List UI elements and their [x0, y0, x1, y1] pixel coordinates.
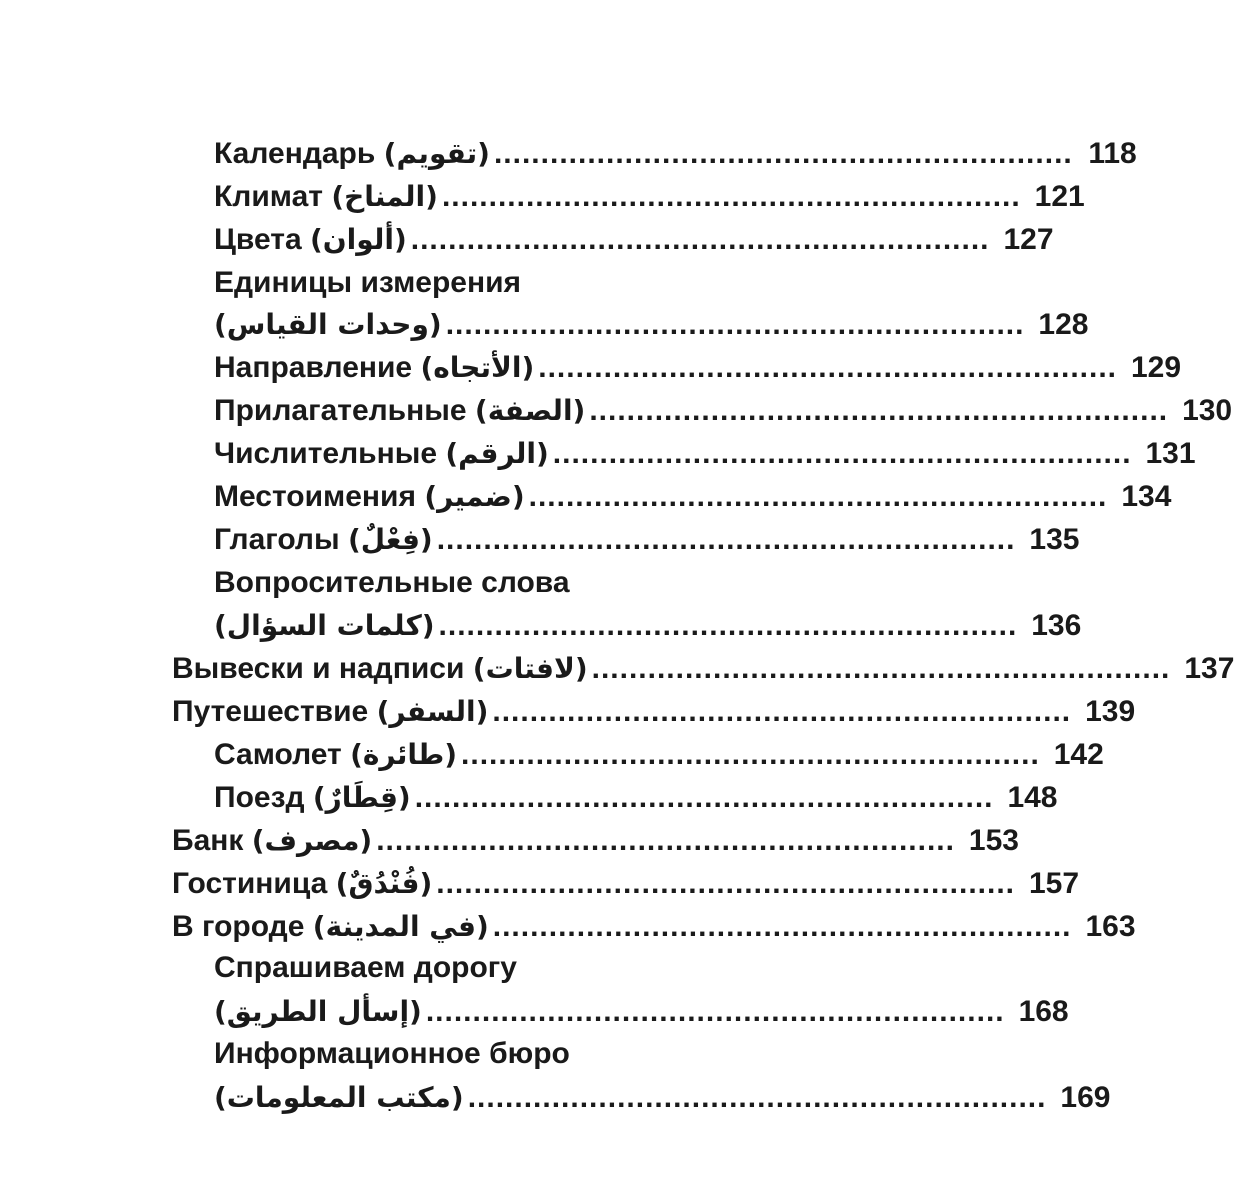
toc-entry: [214, 389, 1233, 429]
toc-page-number: 137: [1184, 652, 1234, 685]
toc-entry: [172, 819, 1019, 859]
toc-entry-title: Числительные: [214, 437, 438, 470]
toc-entry-arabic: (وحدات القياس): [214, 308, 442, 341]
leader-dots: ..............................................................: [493, 137, 1073, 170]
toc-page-number: 136: [1031, 609, 1082, 642]
toc-entry-title: Гостиница: [172, 867, 328, 900]
leader-dots: ..............................................................: [436, 867, 1016, 900]
toc-entry: [214, 776, 1058, 816]
toc-entry: [214, 303, 1089, 343]
toc-entry-arabic: (إسأل الطريق): [214, 995, 422, 1028]
leader-dots: ..............................................................: [438, 609, 1018, 642]
toc-page-number: 157: [1028, 867, 1080, 900]
toc-entry-title: Направление: [214, 351, 413, 384]
toc-page-number: 139: [1085, 695, 1136, 728]
toc-entry-arabic: (كلمات السؤال): [214, 609, 435, 642]
toc-entry-title: Местоимения: [214, 480, 416, 513]
leader-dots: ..............................................................: [414, 781, 994, 814]
toc-entry: [214, 346, 1182, 386]
toc-entry-title: Вывески и надписи: [172, 652, 465, 685]
leader-dots: ..............................................................: [425, 995, 1005, 1028]
toc-entry-arabic: (فِعْلٌ): [347, 523, 433, 556]
toc-entry-arabic: (الرقم): [445, 437, 549, 470]
toc-page-number: 121: [1034, 180, 1085, 213]
toc-entry: [214, 733, 1104, 773]
toc-entry-title: Путешествие: [172, 695, 369, 728]
toc-page-number: 169: [1060, 1081, 1111, 1114]
leader-dots: ..............................................................: [538, 351, 1118, 384]
toc-page-number: 118: [1088, 137, 1137, 170]
toc-entry: [172, 647, 1234, 687]
toc-page-number: 130: [1182, 394, 1233, 427]
toc-entry-title: Вопросительные слова: [214, 566, 570, 599]
leader-dots: ..............................................................: [492, 695, 1072, 728]
toc-entry-arabic: (المناخ): [331, 180, 438, 213]
toc-entry-title: Поезд: [214, 781, 305, 814]
toc-entry-title: Климат: [214, 180, 323, 213]
toc-entry-arabic: (لافتات): [472, 652, 588, 685]
toc-entry-arabic: (مكتب المعلومات): [214, 1081, 464, 1114]
toc-entry-arabic: (الصفة): [474, 394, 586, 427]
toc-entry-title: Прилагательные: [214, 394, 467, 427]
toc-entry: [172, 690, 1136, 730]
toc-entry: [214, 990, 1069, 1030]
toc-entry-arabic: (قِطَارٌ): [312, 781, 411, 814]
toc-entry-arabic: (ألوان): [309, 223, 407, 256]
toc-entry: [214, 175, 1085, 215]
toc-entry: [214, 432, 1196, 472]
toc-entry: [214, 604, 1082, 644]
toc-entry-arabic: (في المدينة): [312, 910, 489, 943]
toc-entry-arabic: (ضمير): [424, 480, 525, 513]
toc-page-number: 127: [1003, 223, 1054, 256]
toc-page-number: 148: [1007, 781, 1058, 814]
toc-entry: [214, 518, 1080, 558]
leader-dots: ..............................................................: [410, 223, 990, 256]
leader-dots: ..............................................................: [436, 523, 1016, 556]
toc-page-number: 153: [968, 824, 1019, 857]
toc-entry-arabic: (السفر): [376, 695, 489, 728]
toc-page-number: 142: [1053, 738, 1104, 771]
toc-page-number: 128: [1038, 308, 1089, 341]
toc-entry-title: Глаголы: [214, 523, 340, 556]
toc-page-number: 131: [1145, 437, 1196, 470]
leader-dots: ..............................................................: [589, 394, 1169, 427]
toc-page-number: 135: [1029, 523, 1080, 556]
leader-dots: ..............................................................: [441, 180, 1021, 213]
leader-dots: ..............................................................: [376, 824, 955, 857]
toc-entry: [214, 1076, 1111, 1116]
toc-entry-title: Самолет: [214, 738, 342, 771]
leader-dots: ..............................................................: [591, 652, 1171, 685]
toc-page-number: 129: [1130, 351, 1182, 384]
toc-page-number: 168: [1018, 995, 1069, 1028]
toc-page-number: 134: [1121, 480, 1172, 513]
toc-entry: [214, 475, 1172, 515]
toc-entry-title: В городе: [172, 910, 305, 943]
toc-entry: [214, 218, 1054, 258]
toc-entry: [214, 132, 1137, 172]
toc-entry-arabic: (الأتجاه): [420, 351, 535, 384]
toc-entry-title: Спрашиваем дорогу: [214, 951, 517, 984]
toc-entry-title: Информационное бюро: [214, 1037, 570, 1070]
toc-entry-arabic: (تقويم): [383, 137, 490, 170]
toc-entry-title: Банк: [172, 824, 244, 857]
toc-entry-arabic: (طائرة): [350, 738, 458, 771]
toc-entry-title: Цвета: [214, 223, 302, 256]
toc-entry: [172, 862, 1080, 902]
toc-entry-title: Календарь: [214, 137, 376, 170]
toc-entry-title: Единицы измерения: [214, 266, 522, 299]
leader-dots: ..............................................................: [467, 1081, 1047, 1114]
toc-entry: [172, 905, 1136, 945]
toc-entry-arabic: (مصرف): [251, 824, 373, 857]
leader-dots: ..............................................................: [445, 308, 1025, 341]
leader-dots: ..............................................................: [528, 480, 1108, 513]
leader-dots: ..............................................................: [552, 437, 1132, 470]
toc-entry-arabic: (فُنْدُقٌ): [335, 867, 433, 900]
toc-page-number: 163: [1085, 910, 1136, 943]
leader-dots: ..............................................................: [461, 738, 1040, 771]
leader-dots: ..............................................................: [492, 910, 1072, 943]
